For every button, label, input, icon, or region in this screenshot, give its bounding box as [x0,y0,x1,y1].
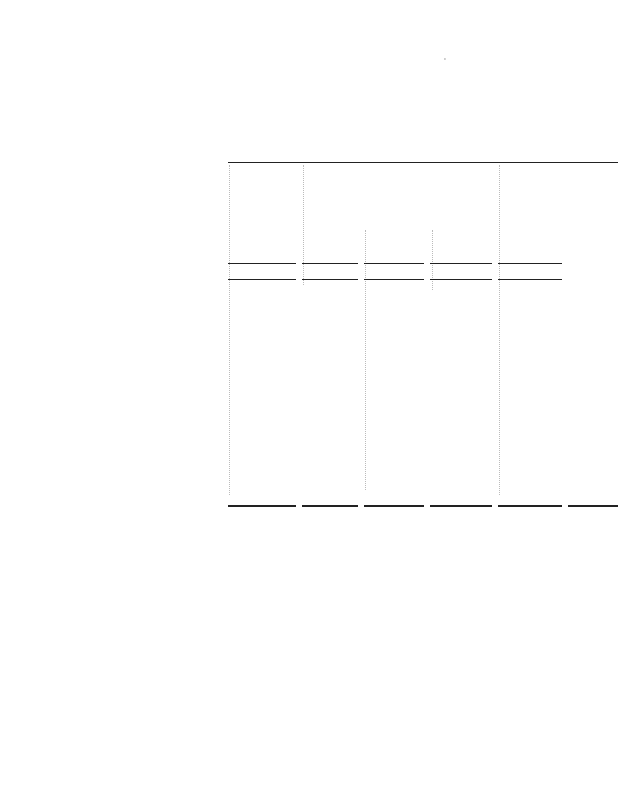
column-guide-1 [229,165,231,495]
column-guide-5 [499,165,501,495]
subtotal-rule [228,263,296,264]
grand-total-rule [228,505,296,507]
subtotal-rule [302,263,358,264]
column-guide-4 [432,230,434,290]
subtotal-rule [498,263,562,264]
grand-total-rule [568,505,618,507]
grand-total-rule [430,505,492,507]
subtotal-rule [430,263,492,264]
grand-total-rule [364,505,424,507]
grand-total-rule [302,505,358,507]
total-rule [498,279,562,280]
page-mark: · [444,57,447,63]
total-rule [228,279,296,280]
total-rule [430,279,492,280]
grand-total-rule [498,505,562,507]
column-guide-3 [365,230,367,490]
total-rule [364,279,424,280]
total-rule [302,279,358,280]
header-rule [228,162,618,163]
column-guide-2 [303,165,305,285]
subtotal-rule [364,263,424,264]
